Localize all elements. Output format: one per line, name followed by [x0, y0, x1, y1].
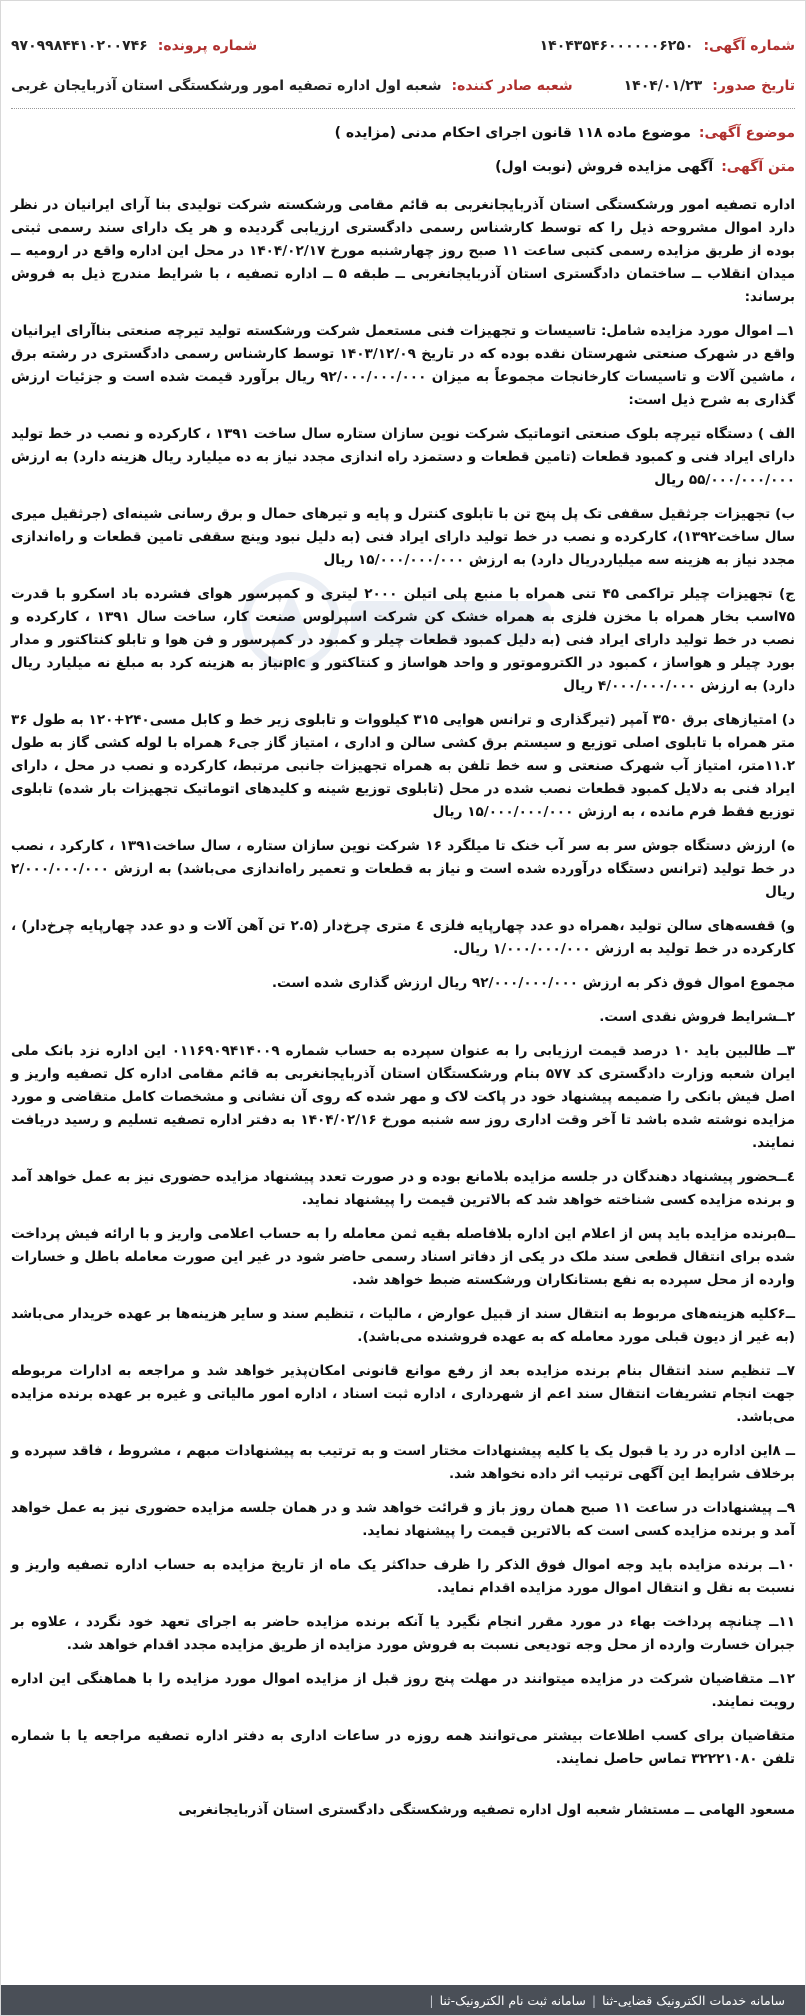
paragraph: ۱ــ اموال مورد مزایده شامل: تاسیسات و تجهیزات فنی مستعمل شرکت ورشکسته تولید تیرچه صنعتی بناآرای ایرانیان واقع در شهرک صنعتی شهرستان نقده بوده که در تاریخ ۱۴۰۳/۱۲/۰۹ توسط کارشناس رسمی دادگستری در رشته برق ، ماشین آلات و تاسیسات کارخانجات مجموعاً به میزان ۹۲/۰۰۰/۰۰۰/۰۰۰ ریال برآورد قیمت شده است و جزئیات ارزش گذاری به شرح ذیل است:	[11, 323, 796, 408]
footer-separator: |	[429, 1992, 434, 2008]
paragraph: ج) تجهیزات چیلر تراکمی ۴۵ تنی همراه با منبع پلی اتیلن ۲۰۰۰ لیتری و کمپرسور هوای فشرده باد اسکرو با قدرت ۷۵اسب بخار همراه با مخزن فلزی به همراه خشک کن شرکت اسپرلوس صنعت کار، ساخت سال ۱۳۹۱ ، کارکرده و نصب در خط تولید دارای ایراد فنی (به دلیل کمبود قطعات چیلر و کمبود در کمپرسور و فن هوا و تابلو کنتاکتور و مدار بورد چیلر و هواساز ، کمبود در الکتروموتور و واحد هواساز و کنتاکتور و plcنیاز به هزینه کرد به مبلغ نه میلیارد ریال دارد) به ارزش ۴/۰۰۰/۰۰۰/۰۰۰ ریال	[11, 586, 795, 694]
paragraph: ۲ــشرایط فروش نقدی است.	[599, 1009, 795, 1025]
body-title-label: متن آگهی:	[721, 159, 795, 175]
paragraph: ۹ــ پیشنهادات در ساعت ۱۱ صبح همان روز باز و قرائت خواهد شد و در همان جلسه مزایده حضوری نیز به عمل خواهد آمد و برنده مزایده کسی است که بالاترین قیمت را پیشنهاد نماید.	[11, 1500, 795, 1539]
case-number-label: شماره پرونده:	[157, 38, 258, 54]
header-divider	[11, 108, 795, 109]
paragraph: مجموع اموال فوق ذکر به ارزش ۹۲/۰۰۰/۰۰۰/۰۰۰ ریال ارزش گذاری شده است.	[271, 975, 795, 991]
paragraph: ــ۶کلیه هزینه‌های مربوط به انتقال سند از قبیل عوارض ، مالیات ، تنظیم سند و سایر هزینه‌ها بر عهده خریدار می‌باشد (به غیر از دیون قبلی مورد معامله که به عهده فروشنده می‌باشد).	[11, 1306, 795, 1345]
notice-body-title	[11, 159, 795, 175]
paragraph: د) امتیازهای برق ۳۵۰ آمپر (تیرگذاری و ترانس هوایی ۳۱۵ کیلووات و تابلوی زیر خط و کابل مسی۲۴۰+۱۲۰ به طول ۳۶ متر همراه با تابلوی اصلی توزیع و سیستم برق کشی سالن و اداری ، امتیاز گاز جی۶ همراه با لوله کشی گاز به طول ۱۱.۲متر، امتیاز آب شهرک صنعتی و سه خط تلفن به همراه تجهیزات جانبی مرتبط، کارکرده و نصب در محل ، دارای ایراد فنی به دلایل کمبود قطعات نصب شده در محل (تابلوی توزیع شینه و کلیدهای اتوماتیک تجهیزات بار شده) تابلوی توزیع فقط فرم مانده ، به ارزش ۱۵/۰۰۰/۰۰۰/۰۰۰ ریال	[11, 712, 795, 820]
paragraph: متقاضیان برای کسب اطلاعات بیشتر می‌توانند همه روزه در ساعات اداری به دفتر اداره تصفیه مراجعه یا با شماره تلفن ۳۲۲۲۱۰۸۰ تماس حاصل نمایند.	[11, 1728, 795, 1767]
issuer-label: شعبه صادر کننده:	[451, 78, 573, 94]
footer-link-sana-registration[interactable]: سامانه ثبت نام الکترونیک-ثنا	[439, 1992, 586, 2008]
notice-content	[11, 194, 795, 1833]
issue-date	[624, 78, 795, 94]
paragraph: ٤ــحضور پیشنهاد دهندگان در جلسه مزایده بلامانع بوده و در صورت تعدد پیشنهاد مزایده حضوری نیز به عمل خواهد آمد و برنده مزایده کسی شناخته خواهد شد که بالاترین قیمت را پیشنهاد نماید.	[11, 1169, 795, 1208]
notice-topic	[11, 125, 795, 141]
paragraph: ۱۱ــ چنانچه پرداخت بهاء در مورد مقرر انجام نگیرد یا آنکه برنده مزایده حاضر به اجرای تعهد خود نگردد ، علاوه بر جبران خسارت وارده از محل وجه تودیعی نسبت به فروش مورد مزایده از طریق مزایده مجدد اقدام خواهد شد.	[11, 1614, 795, 1653]
issue-date-label: تاریخ صدور:	[712, 78, 795, 94]
footer-bar	[1, 1985, 805, 2015]
paragraph: ب) تجهیزات جرثقیل سقفی تک پل پنج تن با تابلوی کنترل و پایه و تیرهای حمال و برق رسانی شینه‌ای (جرثقیل میری سال ساخت۱۳۹۲)، کارکرده و نصب در خط تولید دارای ایراد فنی (به دلیل نبود وینچ سقفی تامین قطعات و راه‌اندازی مجدد نیاز به هزینه سه میلیاردریال دارد) به ارزش ۱۵/۰۰۰/۰۰۰/۰۰۰ ریال	[11, 506, 795, 568]
paragraph: ۷ــ تنظیم سند انتقال بنام برنده مزایده بعد از رفع موانع قانونی امکان‌پذیر خواهد شد و مراجعه به ادارات مربوطه جهت انجام تشریفات انتقال سند اعم از شهرداری ، اداره ثبت اسناد ، اداره امور مالیاتی و غیره بر عهده برنده مزایده می‌باشد.	[11, 1363, 795, 1425]
paragraph: ۱۰ــ برنده مزایده باید وجه اموال فوق الذکر را ظرف حداکثر یک ماه از تاریخ مزایده به حساب اداره تصفیه واریز و نسبت به نقل و انتقال اموال مورد مزایده اقدام نماید.	[11, 1557, 795, 1596]
paragraph: اداره تصفیه امور ورشکستگی استان آذربایجانغربی به قائم مقامی ورشکسته شرکت تولیدی بنا آرای ایرانیان در نظر دارد اموال مشروحه ذیل را که توسط کارشناس رسمی دادگستری ارزیابی گردیده و هر یک دارای سند رسمی ثبتی بوده از طریق مزایده رسمی کتبی ساعت ۱۱ صبح روز چهارشنبه مورخ ۱۴۰۴/۰۲/۱۷ در محل این اداره واقع در ارومیه ــ میدان انقلاب ــ ساختمان دادگستری استان آذربایجانغربی ــ طبقه ۵ ــ اداره تصفیه ، با شرایط مندرج ذیل به فروش برساند:	[11, 197, 796, 305]
issue-date-value: ۱۴۰۴/۰۱/۲۳	[623, 78, 703, 94]
ad-number	[540, 38, 795, 54]
body-title-value: آگهی مزایده فروش (نوبت اول)	[495, 159, 714, 175]
paragraph: ۱۲ــ متقاضیان شرکت در مزایده میتوانند در مهلت پنج روز قبل از مزایده اموال مورد مزایده را با هماهنگی این اداره رویت نمایند.	[11, 1671, 795, 1710]
signature: مسعود الهامی ــ مستشار شعبه اول اداره تصفیه ورشکستگی دادگستری استان آذربایجانغربی	[178, 1802, 795, 1818]
paragraph: ۳ــ طالبین باید ۱۰ درصد قیمت ارزیابی را به عنوان سپرده به حساب شماره ۰۱۱۶۹۰۹۴۱۴۰۰۹ این اداره نزد بانک ملی ایران شعبه وزارت دادگستری کد ۵۷۷ بنام ورشکستگان استان آذربایجانغربی به قائم مقامی اداره کل تصفیه واریز و اصل فیش بانکی را ضمیمه پیشنهاد خود در پاکت لاک و مهر شده که روی آن نشانی و مشخصات کامل متقاضی و مورد مزایده نوشته شده باشد تا آخر وقت اداری روز سه شنبه مورخ ۱۴۰۴/۰۲/۱۶ به دفتر اداره تصفیه تسلیم و رسید دریافت نمایند.	[11, 1043, 796, 1151]
topic-value: موضوع ماده ۱۱۸ قانون اجرای احکام مدنی (مزایده )	[334, 125, 691, 141]
case-number	[11, 38, 257, 54]
footer-separator: |	[591, 1992, 597, 2008]
paragraph: ــ۵برنده مزایده باید پس از اعلام این اداره بلافاصله بقیه ثمن معامله را به حساب اعلامی واریز و با ارائه فیش پرداخت شده برای انتقال قطعی سند ملک در یکی از دفاتر اسناد رسمی حاضر شود در غیر این صورت معامله باطل و خسارات وارده از محل سپرده به نفع بستانکاران ورشکسته ضبط خواهد شد.	[11, 1226, 795, 1288]
meta-row-2	[11, 71, 795, 101]
paragraph: و) قفسه‌های سالن تولید ،همراه دو عدد چهارپایه فلزی ٤ متری چرخ‌دار (۲.۵ تن آهن آلات و دو عدد چهارپایه چرخ‌دار) ، کارکرده در خط تولید به ارزش ۱/۰۰۰/۰۰۰/۰۰۰ ریال.	[11, 918, 796, 957]
case-number-value: ۹۷۰۹۹۸۴۴۱۰۲۰۰۷۴۶	[11, 38, 148, 54]
topic-label: موضوع آگهی:	[698, 125, 795, 141]
paragraph: الف ) دستگاه تیرچه بلوک صنعتی اتوماتیک شرکت نوین سازان ستاره سال ساخت ۱۳۹۱ ، کارکرده و نصب در خط تولید دارای ایراد فنی و کمبود قطعات (تامین قطعات و دستمزد راه اندازی مجدد نیاز به ده میلیارد ریال هزینه دارد) به ارزش ۵۵/۰۰۰/۰۰۰/۰۰۰ ریال	[11, 426, 795, 488]
meta-row-1	[11, 31, 795, 61]
ad-number-value: ۱۴۰۴۳۵۴۶۰۰۰۰۰۰۶۲۵۰	[539, 38, 694, 54]
paragraph: ــ ۸این اداره در رد یا قبول یک یا کلیه پیشنهادات مختار است و به ترتیب به پیشنهادات مبهم ، مشروط ، فاقد سپرده و برخلاف شرایط این آگهی ترتیب اثر داده نخواهد شد.	[11, 1443, 795, 1482]
paragraph: ه) ارزش دستگاه جوش سر به سر آب خنک تا میلگرد ۱۶ شرکت نوین سازان ستاره ، سال ساخت۱۳۹۱ ، کارکرد ، نصب در خط تولید (ترانس دستگاه درآورده شده است و نیاز به قطعات و تعمیر راه‌اندازی می‌باشد) به ارزش ۲/۰۰۰/۰۰۰/۰۰۰ ریال	[11, 838, 795, 900]
issuer	[11, 78, 573, 94]
ad-number-label: شماره آگهی:	[703, 38, 795, 54]
footer-link-sana-services[interactable]: سامانه خدمات الکترونیک قضایی-ثنا	[602, 1992, 785, 2008]
issuer-value: شعبه اول اداره تصفیه امور ورشکستگی استان آذربایجان غربی	[11, 78, 442, 94]
